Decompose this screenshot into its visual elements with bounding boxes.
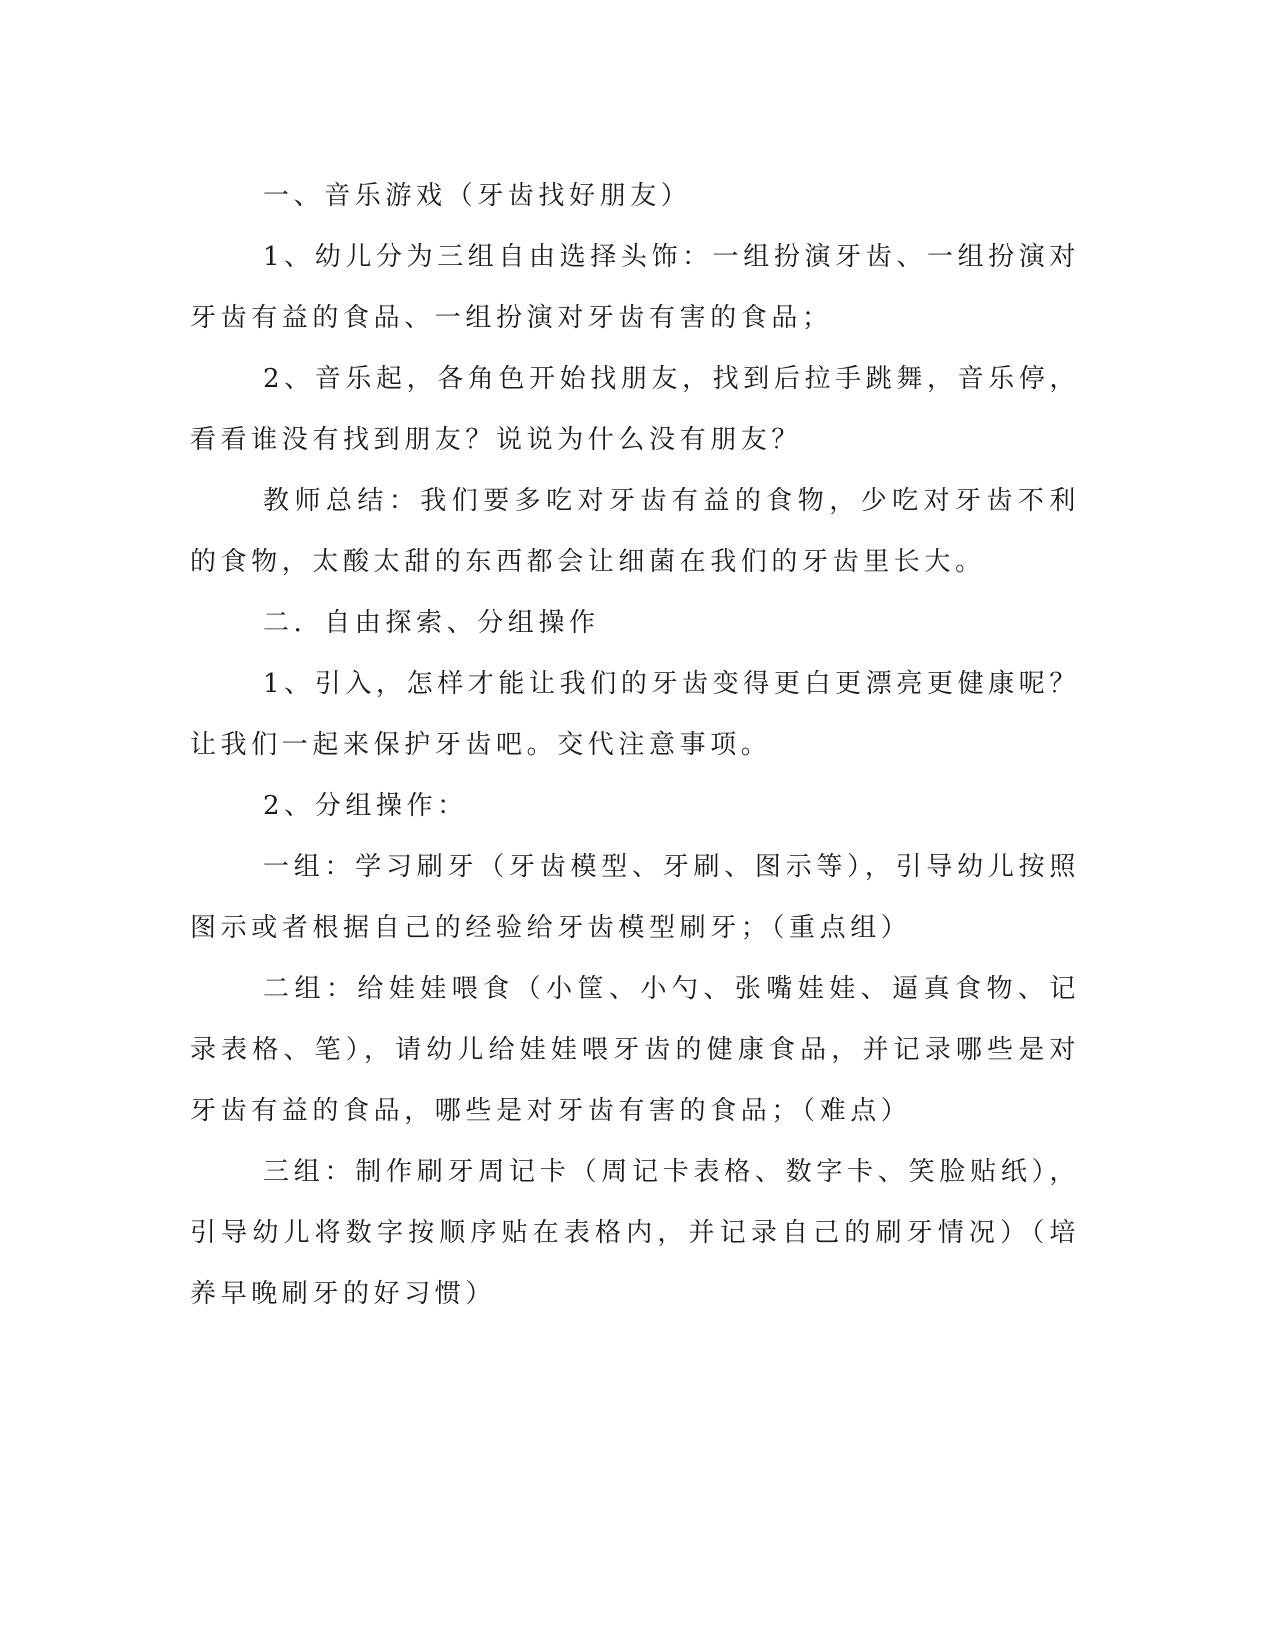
paragraph-group-operation: 2、分组操作： [263,791,468,821]
paragraph-group-one: 一组：学习刷牙（牙齿模型、牙刷、图示等），引导幼儿按照图示或者根据自己的经验给牙齿模型刷牙；（重点组） [190,852,1080,943]
heading-music-game: 一、音乐游戏（牙齿找好朋友） [263,181,692,211]
paragraph-step-2-music: 2、音乐起，各角色开始找朋友，找到后拉手跳舞，音乐停，看看谁没有找到朋友？说说为什么没有朋友？ [190,364,1080,455]
paragraph-group-two: 二组：给娃娃喂食（小筐、小勺、张嘴娃娃、逼真食物、记录表格、笔），请幼儿给娃娃喂牙齿的健康食品，并记录哪些是对牙齿有益的食品，哪些是对牙齿有害的食品；（难点） [190,974,1080,1126]
paragraph-step-1-groups: 1、幼儿分为三组自由选择头饰：一组扮演牙齿、一组扮演对牙齿有益的食品、一组扮演对牙齿有害的食品； [190,242,1080,333]
paragraph-introduction: 1、引入，怎样才能让我们的牙齿变得更白更漂亮更健康呢？让我们一起来保护牙齿吧。交代注意事项。 [190,669,1080,760]
paragraph-teacher-summary: 教师总结：我们要多吃对牙齿有益的食物，少吃对牙齿不利的食物，太酸太甜的东西都会让细菌在我们的牙齿里长大。 [190,486,1080,577]
paragraph-group-three: 三组：制作刷牙周记卡（周记卡表格、数字卡、笑脸贴纸），引导幼儿将数字按顺序贴在表格内，并记录自己的刷牙情况）（培养早晚刷牙的好习惯） [190,1157,1080,1309]
document-body [190,166,1080,1325]
heading-free-exploration: 二．自由探索、分组操作 [263,608,600,638]
